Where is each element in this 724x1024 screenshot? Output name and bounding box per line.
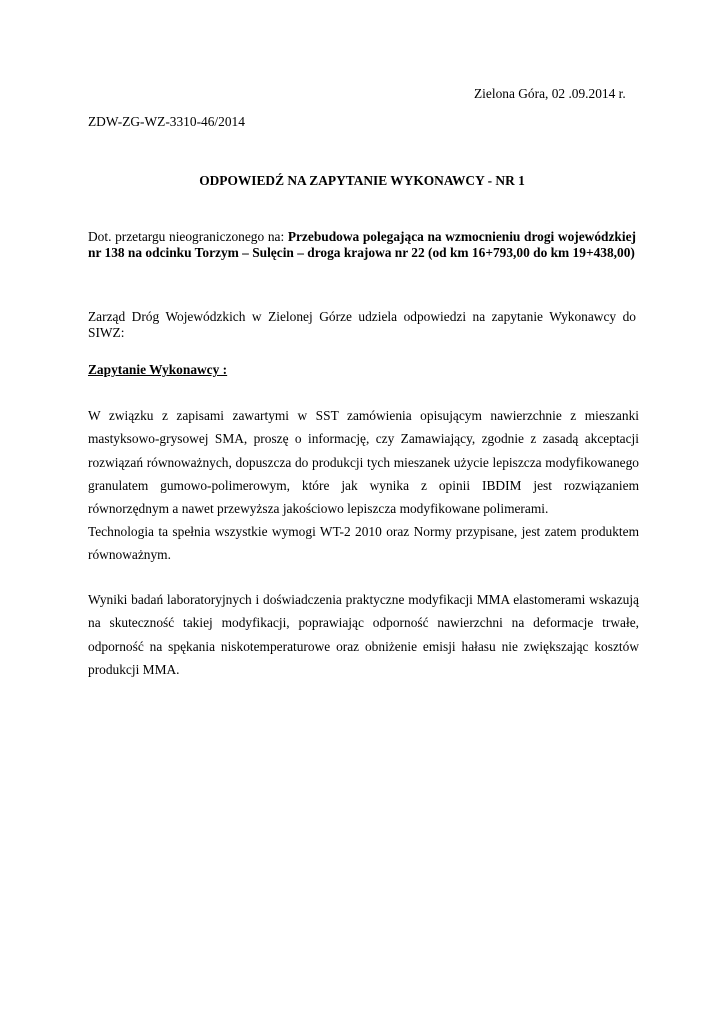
section-heading: Zapytanie Wykonawcy : (88, 362, 228, 377)
subject-line (88, 229, 636, 261)
subject-prefix: Dot. przetargu nieograniczonego na: (88, 229, 288, 244)
paragraph-technology: Technologia ta spełnia wszystkie wymogi WT-2 2010 oraz Normy przypisane, jest zatem produktem równoważnym. (88, 524, 639, 563)
date-line: Zielona Góra, 02 .09.2014 r. (474, 86, 626, 101)
reference-number: ZDW-ZG-WZ-3310-46/2014 (88, 114, 245, 129)
intro-paragraph: Zarząd Dróg Wojewódzkich w Zielonej Górze udziela odpowiedzi na zapytanie Wykonawcy do SIWZ: (88, 309, 636, 340)
paragraph-question: W związku z zapisami zawartymi w SST zamówienia opisującym nawierzchnie z mieszanki mastyksowo-grysowej SMA, proszę o informację, czy Zamawiający, zgodnie z zasadą akceptacji rozwiązań równoważnych, dopuszcza do produkcji tych mieszanek użycie lepiszcza modyfikowanego granulatem gumowo-polimerowym, które jak wynika z opinii IBDIM jest rozwiązaniem równorzędnym a nawet przewyższa jakościowo lepiszcza modyfikowane polimerami. (88, 408, 639, 517)
document-title: ODPOWIEDŹ NA ZAPYTANIE WYKONAWCY - NR 1 (199, 173, 525, 188)
subject-title: Przebudowa polegająca na wzmocnieniu drogi wojewódzkiej nr 138 na odcinku Torzym – Sulęcin – droga krajowa nr 22 (od km 16+793,00 do km 19+438,00) (88, 229, 636, 260)
paragraph-results: Wyniki badań laboratoryjnych i doświadczenia praktyczne modyfikacji MMA elastomerami wskazują na skuteczność takiej modyfikacji, poprawiając odporność nawierzchni na deformacje trwałe, odporność na spękania niskotemperaturowe oraz obniżenie emisji hałasu nie zwiększając kosztów produkcji MMA. (88, 592, 639, 677)
